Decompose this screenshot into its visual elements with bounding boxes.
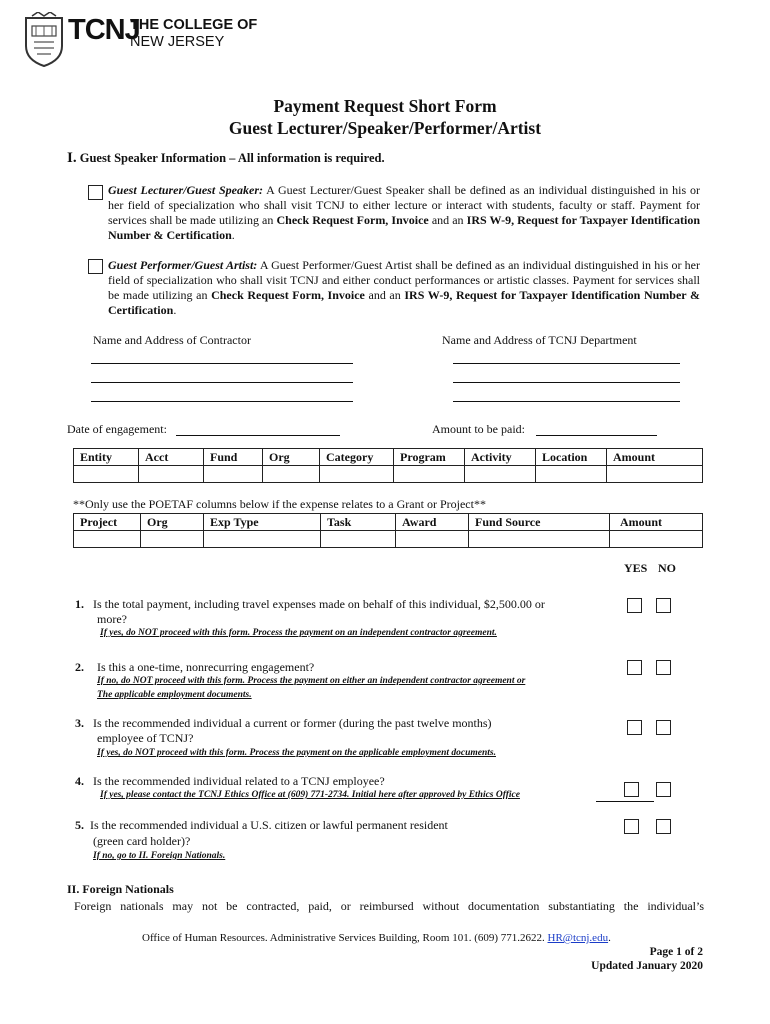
question-4-note: If yes, please contact the TCNJ Ethics Office at (609) 771-2734. Initial here after approved by Ethics Office [100,790,520,800]
department-label: Name and Address of TCNJ Department [442,333,637,347]
guest-performer-label: Guest Performer/Guest Artist: [108,258,258,272]
question-1-no-checkbox[interactable] [656,598,671,613]
question-text: Is the recommended individual a current or former (during the past twelve months) [93,716,492,730]
yes-column-header: YES [624,561,648,575]
guest-lecturer-checkbox[interactable] [88,185,103,200]
column-header: Activity [465,449,536,466]
question-5 [75,818,448,833]
question-4-no-checkbox[interactable] [656,782,671,797]
shield-crest-icon [22,12,66,68]
contractor-label: Name and Address of Contractor [93,333,251,347]
org-cell[interactable] [263,466,320,483]
column-header: Amount [607,449,703,466]
contractor-line-2[interactable] [91,382,353,383]
column-header: Entity [74,449,139,466]
question-1-yes-checkbox[interactable] [627,598,642,613]
question-4 [75,774,385,789]
column-header: Amount [610,514,703,531]
contractor-line-1[interactable] [91,363,353,364]
guest-lecturer-label: Guest Lecturer/Guest Speaker: [108,183,263,197]
column-header: Acct [139,449,204,466]
guest-lecturer-description [108,183,700,243]
question-5-line2: (green card holder)? [93,834,191,848]
question-number: 3. [75,716,84,730]
column-header: Exp Type [204,514,321,531]
question-2-note: If no, do NOT proceed with this form. Process the payment on either an independent contractor agreement or [97,676,526,686]
period-text: . [231,228,235,242]
fund-source-cell[interactable] [469,531,610,548]
question-5-no-checkbox[interactable] [656,819,671,834]
page-subtitle: Guest Lecturer/Speaker/Performer/Artist [228,118,542,138]
no-column-header: NO [658,561,676,575]
poetaf-note: **Only use the POETAF columns below if the expense relates to a Grant or Project** [73,497,486,511]
acct-cell[interactable] [139,466,204,483]
entity-cell[interactable] [74,466,139,483]
college-name-line2: NEW JERSEY [130,34,225,50]
column-header: Category [320,449,394,466]
amount-to-be-paid-field[interactable] [536,435,657,436]
org-cell[interactable] [141,531,204,548]
task-cell[interactable] [321,531,396,548]
column-header: Program [394,449,465,466]
period-text: . [173,303,177,317]
account-table [73,448,703,483]
poetaf-table-header-row [74,514,703,531]
date-of-engagement-field[interactable] [176,435,340,436]
section-1-heading [67,150,385,167]
guest-lecturer-text: A Guest Lecturer/Guest Speaker shall be defined as an individual distinguished in his or her field of specialization who shall visit TCNJ to either lecture or interact with students, faculty or staff. Payment for services shall be made utilizing an [108,183,700,227]
question-2-note-line2: The applicable employment documents. [97,690,252,700]
irs-w9-text: IRS W-9, Request for Taxpayer Identification Number & Certification [108,288,700,317]
logo-wordmark: TCNJ [68,14,140,46]
question-number: 5. [75,818,84,832]
connector-text: and an [364,288,405,302]
question-3 [75,716,492,731]
amount-cell[interactable] [607,466,703,483]
guest-performer-text: A Guest Performer/Guest Artist shall be defined as an individual distinguished in his or her field of specialization who shall visit TCNJ and either conduct performances or artistic classes. Payment for services shall be made utilizing an [108,258,700,302]
question-3-yes-checkbox[interactable] [627,720,642,735]
question-text: Is the total payment, including travel expenses made on behalf of this individual, $2,500.00 or [93,597,545,611]
award-cell[interactable] [396,531,469,548]
college-name-line1: THE COLLEGE OF [130,17,258,33]
connector-text: and an [428,213,467,227]
question-text: Is the recommended individual related to a TCNJ employee? [93,774,385,788]
question-text: Is this a one-time, nonrecurring engagement? [97,660,315,674]
question-number: 1. [75,597,84,611]
account-table-header-row [74,449,703,466]
question-number: 2. [75,660,84,674]
poetaf-table-entry-row [74,531,703,548]
activity-cell[interactable] [465,466,536,483]
exp-type-cell[interactable] [204,531,321,548]
department-line-2[interactable] [453,382,680,383]
column-header: Award [396,514,469,531]
program-cell[interactable] [394,466,465,483]
question-1 [75,597,545,612]
column-header: Task [321,514,396,531]
question-1-note: If yes, do NOT proceed with this form. Process the payment on an independent contractor agreement. [100,628,497,638]
date-of-engagement-label: Date of engagement: [67,422,167,436]
irs-w9-text: IRS W-9, Request for Taxpayer Identification Number & Certification [108,213,701,242]
amount-cell[interactable] [610,531,703,548]
column-header: Location [536,449,607,466]
location-cell[interactable] [536,466,607,483]
section-2-text: Foreign nationals may not be contracted, paid, or reimbursed without documentation substantiating the individual’s [74,899,704,913]
question-5-yes-checkbox[interactable] [624,819,639,834]
question-3-note: If yes, do NOT proceed with this form. Process the payment on the applicable employment documents. [97,748,496,758]
check-request-form-text: Check Request Form, Invoice [276,213,429,227]
column-header: Org [263,449,320,466]
question-number: 4. [75,774,84,788]
category-cell[interactable] [320,466,394,483]
section-2-heading: II. Foreign Nationals [67,882,174,896]
question-5-note: If no, go to II. Foreign Nationals. [93,851,226,861]
question-1-line2: more? [97,612,127,626]
question-2-no-checkbox[interactable] [656,660,671,675]
question-3-line2: employee of TCNJ? [97,731,194,745]
office-address: Office of Human Resources. Administrative Services Building, Room 101. (609) 771.2622. [142,932,545,944]
updated-date: Updated January 2020 [591,960,703,972]
column-header: Fund [204,449,263,466]
email-period: . [608,932,611,944]
section-1-title: Guest Speaker Information – All information is required. [79,151,385,165]
column-header: Org [141,514,204,531]
page-title: Payment Request Short Form [273,96,497,116]
poetaf-table [73,513,703,548]
guest-performer-checkbox[interactable] [88,259,103,274]
ethics-initials-field[interactable] [596,801,654,802]
page-number: Page 1 of 2 [649,946,703,958]
amount-to-be-paid-label: Amount to be paid: [432,422,525,436]
question-text: Is the recommended individual a U.S. citizen or lawful permanent resident [90,818,448,832]
question-3-no-checkbox[interactable] [656,720,671,735]
fund-cell[interactable] [204,466,263,483]
footer-office [142,932,611,944]
question-2 [75,660,314,675]
check-request-form-text: Check Request Form, Invoice [211,288,365,302]
department-line-1[interactable] [453,363,680,364]
question-4-yes-checkbox[interactable] [624,782,639,797]
department-line-3[interactable] [453,401,680,402]
hr-email-link[interactable]: HR@tcnj.edu [547,932,609,944]
column-header: Project [74,514,141,531]
guest-performer-description [108,258,700,318]
column-header: Fund Source [469,514,610,531]
project-cell[interactable] [74,531,141,548]
account-table-entry-row [74,466,703,483]
contractor-line-3[interactable] [91,401,353,402]
tcnj-logo [22,12,66,68]
question-2-yes-checkbox[interactable] [627,660,642,675]
section-1-numeral: I. [67,150,77,166]
